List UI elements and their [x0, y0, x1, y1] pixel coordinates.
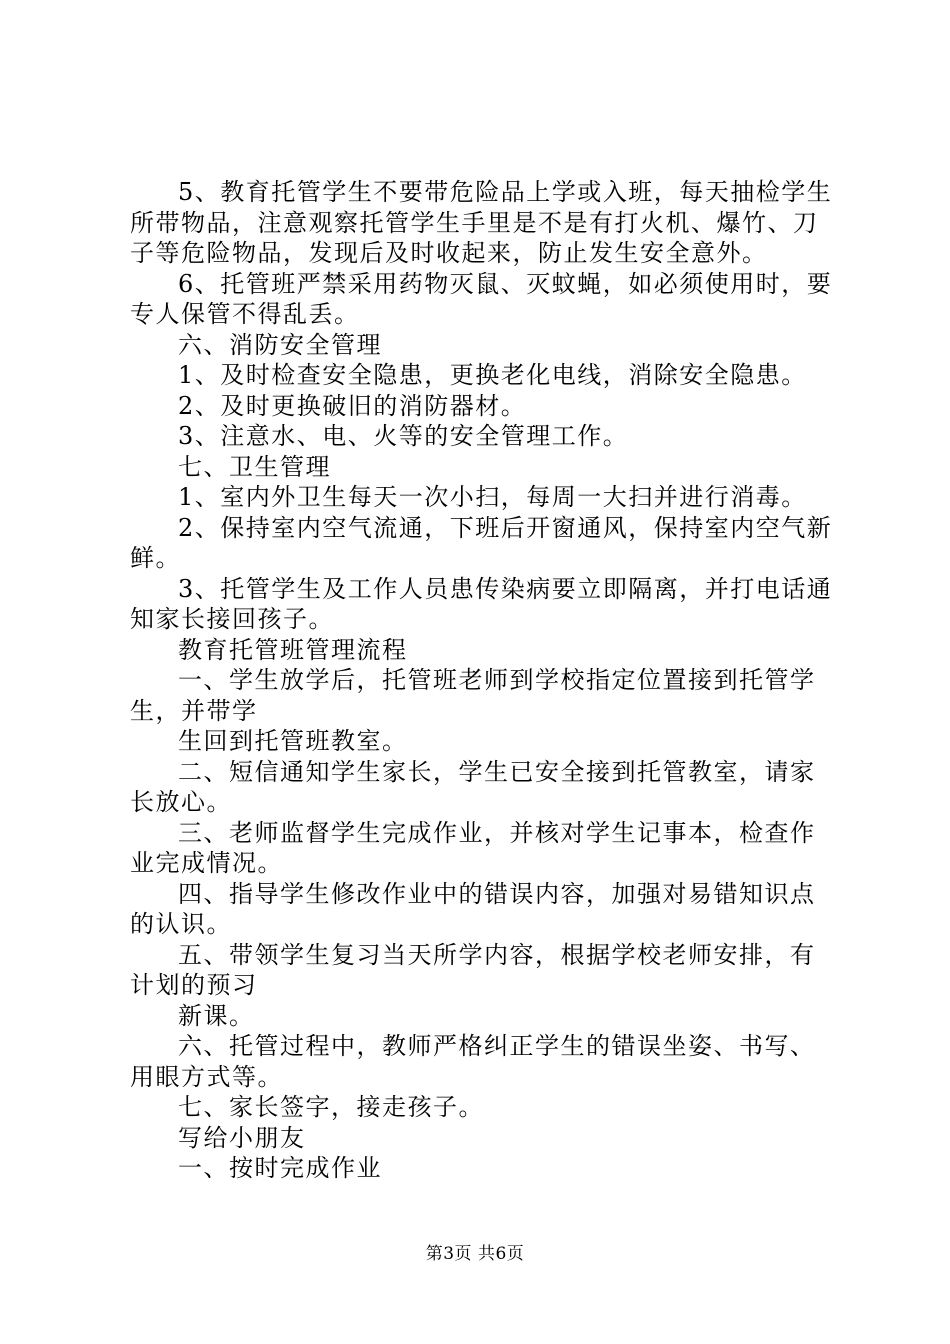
paragraph-safety-item-5: 5、教育托管学生不要带危险品上学或入班，每天抽检学生所带物品，注意观察托管学生手里是不是有打火机、爆竹、刀子等危险物品，发现后及时收起来，防止发生安全意外。 [130, 178, 833, 267]
paragraph-process-step-7: 七、家长签字，接走孩子。 [178, 1093, 484, 1121]
page-number-footer: 第3页 共6页 [425, 1244, 525, 1264]
paragraph-process-step-3: 三、老师监督学生完成作业，并核对学生记事本，检查作业完成情况。 [130, 818, 816, 877]
section-heading-kids: 写给小朋友 [178, 1123, 306, 1152]
paragraph-fire-item-1: 1、及时检查安全隐患，更换老化电线，消除安全隐患。 [178, 361, 807, 389]
paragraph-fire-item-3: 3、注意水、电、火等的安全管理工作。 [178, 422, 629, 450]
section-heading-hygiene: 七、卫生管理 [178, 452, 331, 481]
paragraph-process-step-2: 二、短信通知学生家长，学生已安全接到托管教室，请家长放心。 [130, 757, 816, 816]
paragraph-process-step-4: 四、指导学生修改作业中的错误内容，加强对易错知识点的认识。 [130, 879, 816, 938]
paragraph-fire-item-2: 2、及时更换破旧的消防器材。 [178, 391, 527, 420]
section-heading-fire-safety: 六、消防安全管理 [178, 330, 382, 359]
document-body [130, 177, 835, 1184]
section-heading-process: 教育托管班管理流程 [178, 635, 408, 664]
paragraph-hygiene-item-2: 2、保持室内空气流通，下班后开窗通风，保持室内空气新鲜。 [130, 513, 833, 572]
paragraph-kids-item-1: 一、按时完成作业 [178, 1154, 382, 1182]
paragraph-hygiene-item-3: 3、托管学生及工作人员患传染病要立即隔离，并打电话通知家长接回孩子。 [130, 574, 833, 633]
paragraph-process-step-5: 五、带领学生复习当天所学内容，根据学校老师安排，有计划的预习 [130, 940, 816, 999]
paragraph-process-step-6: 六、托管过程中，教师严格纠正学生的错误坐姿、书写、用眼方式等。 [130, 1032, 816, 1091]
paragraph-process-step-5-cont: 新课。 [178, 1001, 255, 1030]
paragraph-process-step-1: 一、学生放学后，托管班老师到学校指定位置接到托管学生，并带学 [130, 666, 816, 725]
paragraph-process-step-1-cont: 生回到托管班教室。 [178, 727, 408, 755]
paragraph-safety-item-6: 6、托管班严禁采用药物灭鼠、灭蚊蝇，如必须使用时，要专人保管不得乱丢。 [130, 269, 833, 328]
paragraph-hygiene-item-1: 1、室内外卫生每天一次小扫，每周一大扫并进行消毒。 [178, 483, 807, 511]
